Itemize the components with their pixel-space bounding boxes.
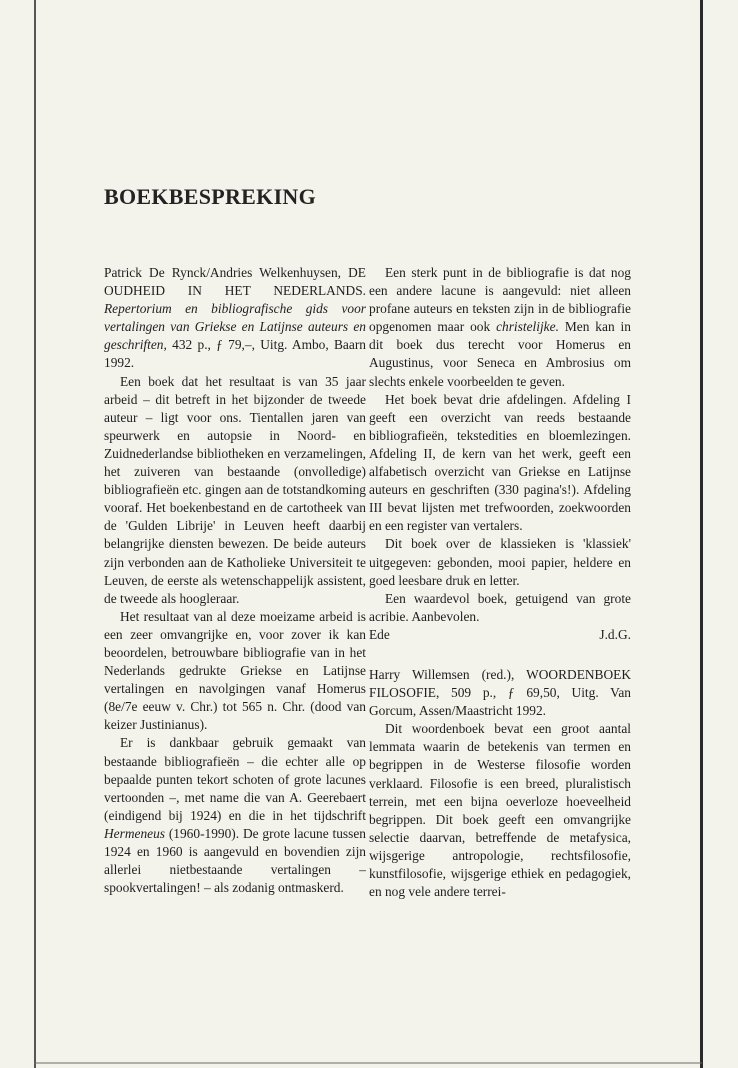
review2-paragraph-1: Dit woordenboek bevat een groot aantal lemmata waarin de betekenis van termen en begrippen in de Westerse filosofie worden verklaard. Filosofie is een breed, pluralistisch terrein, met een bijna oeverloze hoeveelheid begrippen. Dit boek geeft een omvangrijke selectie daarvan, betreffende de metafysica, wijsgerige antropologie, rechtsfilosofie, kunstfilosofie, wijsgerige ethiek en pedagogiek, en nog vele andere terrei- [369,721,631,900]
review1-paragraph-7: Een waardevol boek, getuigend van grote acribie. Aanbevolen. [369,590,631,624]
review1-p3-text-b: (1960-1990). De grote lacune tussen 1924 en 1960 is aangevuld en bovendien zijn allerlei nietbestaande vertalingen – spookvertalingen! – als zodanig ontmaskerd. [104,825,366,896]
review1-paragraph-4 [369,264,631,391]
review1-paragraph-2: Het resultaat van al deze moeizame arbeid is een zeer omvangrijke en, voor zover ik kan beoordelen, betrouwbare bibliografie van in het Nederlands gedrukte Griekse en Latijnse vertalingen en navolgingen vanaf Homerus (8e/7e eeuw v. Chr.) tot 565 n. Chr. (dood van keizer Justinianus). [104,608,366,733]
left-column [104,264,366,897]
review1-p3-text-a: Er is dankbaar gebruik gemaakt van bestaande bibliografieën – die echter alle op bepaalde punten tekort schoten of grote lacunes vertoonden –, met name die van A. Geerebaert (eindigend bij 1924) en die in het tijdschrift [104,735,366,823]
page-edge-right [700,0,703,1068]
review1-paragraph-1: Een boek dat het resultaat is van 35 jaar arbeid – dit betreft in het bijzonder de tweede auteur – ligt voor ons. Tientallen jaren van speurwerk en autopsie in Noord- en Zuidnederlandse bibliotheken en verzamelingen, het zuiveren van bestaande (onvolledige) bibliografieën etc. gingen aan de totstandkoming vooraf. Het boekenbestand en de cartotheek van de 'Gulden Librije' in Leuven heeft daarbij belangrijke diensten bewezen. De beide auteurs zijn verbonden aan de Katholieke Universiteit te Leuven, de eerste als wetenschappelijk assistent, de tweede als hoogleraar. [104,373,366,606]
review1-signature-initials: J.d.G. [599,626,631,642]
page-title: BOEKBESPREKING [104,184,317,209]
review1-p3-journal: Hermeneus [104,825,165,841]
page-edge-bottom [34,1062,702,1064]
review1-p4-text-b: Men kan in dit boek dus terecht voor Homerus en Augustinus, voor Seneca en Ambrosius om slechts enkele voorbeelden te geven. [369,319,631,389]
review1-p4-term: christelijke. [496,319,559,335]
page-edge-left [34,0,36,1068]
review1-paragraph-6: Dit boek over de klassieken is 'klassiek' uitgegeven: gebonden, mooi papier, heldere en goed leesbare druk en letter. [369,536,631,588]
review2-reference: Harry Willemsen (red.), WOORDENBOEK FILOSOFIE, 509 p., ƒ 69,50, Uitg. Van Gorcum, Assen/Maastricht 1992. [369,666,631,719]
review1-ref-authors: Patrick De Rynck/Andries Welkenhuysen, DE OUDHEID IN HET NEDERLANDS. [104,265,366,299]
review1-ref-details: 432 p., ƒ 79,–, Uitg. Ambo, Baarn 1992. [104,337,366,371]
review1-paragraph-3 [104,734,366,897]
review1-reference [104,264,366,373]
review1-p4-text-a: Een sterk punt in de bibliografie is dat nog een andere lacune is aangevuld: niet alleen profane auteurs en teksten zijn in de bibliografie opgenomen maar ook [369,265,631,335]
review1-signature [369,626,631,644]
review1-signature-place: Ede [369,626,390,642]
review-separator [369,644,631,666]
review1-ref-title: Repertorium en bibliografische gids voor vertalingen van Griekse en Latijnse auteurs en geschriften, [104,301,366,353]
review1-paragraph-5: Het boek bevat drie afdelingen. Afdeling I geeft een overzicht van reeds bestaande bibliografieën, tekstedities en bloemlezingen. Afdeling II, de kern van het werk, geeft een alfabetisch overzicht van Griekse en Latijnse auteurs en geschriften (330 pagina's!). Afdeling III bevat lijsten met trefwoorden, zoekwoorden en een register van vertalers. [369,391,631,534]
right-column [369,264,631,901]
